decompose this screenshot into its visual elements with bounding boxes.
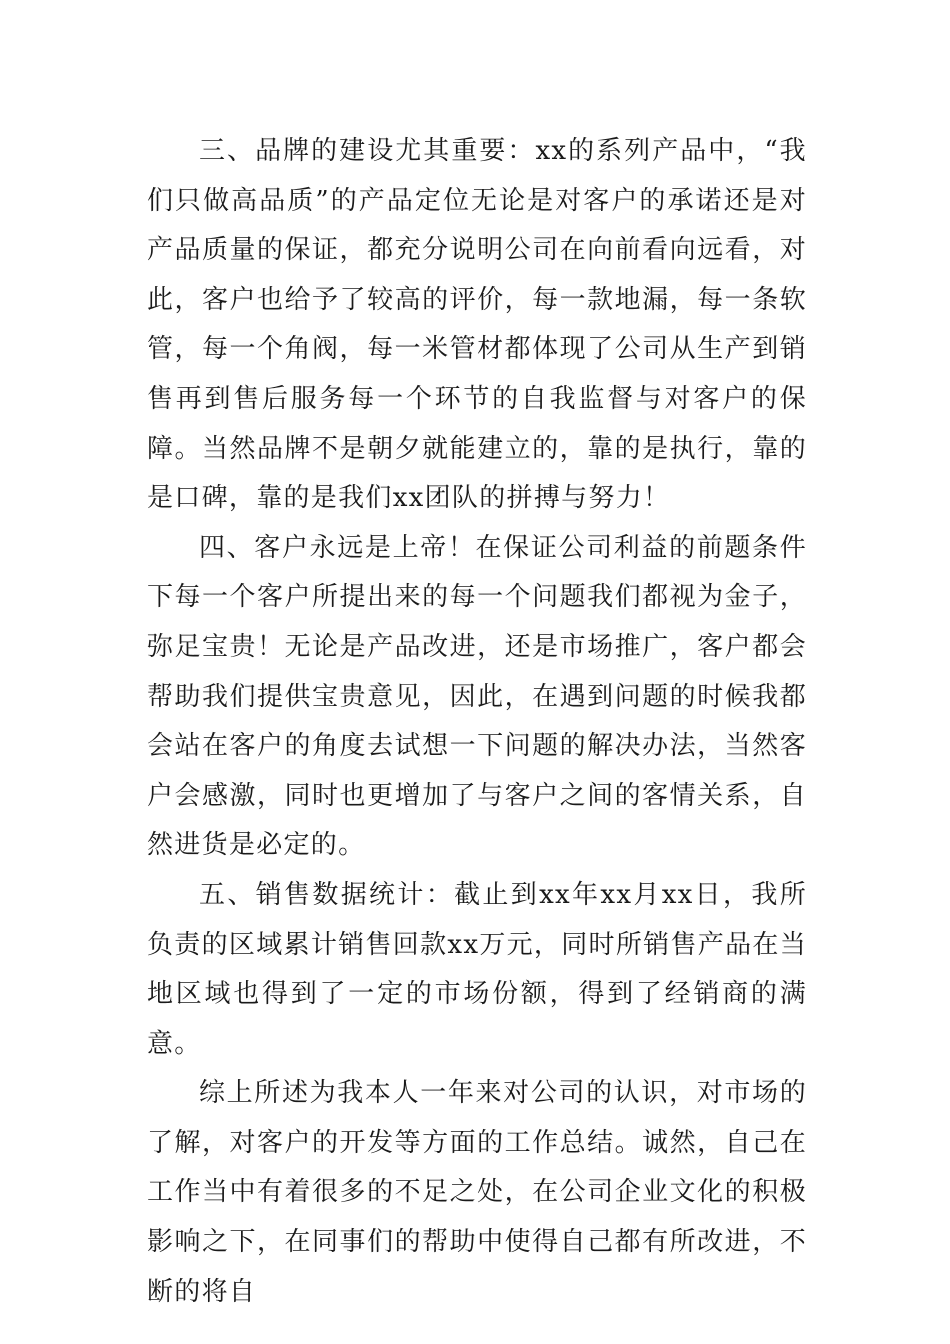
paragraph-brand: 三、品牌的建设尤其重要：xx的系列产品中，“我们只做高品质”的产品定位无论是对客户的承诺还是对产品质量的保证，都充分说明公司在向前看向远看，对此，客户也给予了较高的评价，每一款地漏，每一条软管，每一个角阀，每一米管材都体现了公司从生产到销售再到售后服务每一个环节的自我监督与对客户的保障。当然品牌不是朝夕就能建立的，靠的是执行，靠的是口碑，靠的是我们xx团队的拼搏与努力！ — [147, 136, 807, 514]
paragraph-customer: 四、客户永远是上帝！在保证公司利益的前题条件下每一个客户所提出来的每一个问题我们都视为金子，弥足宝贵！无论是产品改进，还是市场推广，客户都会帮助我们提供宝贵意见，因此，在遇到问题的时候我都会站在客户的角度去试想一下问题的解决办法，当然客户会感激，同时也更增加了与客户之间的客情关系，自然进货是必定的。 — [147, 532, 807, 861]
document-body — [147, 127, 807, 1317]
paragraph-summary: 综上所述为我本人一年来对公司的认识，对市场的了解，对客户的开发等方面的工作总结。诚然，自己在工作当中有着很多的不足之处，在公司企业文化的积极影响之下，在同事们的帮助中使得自己都有所改进，不断的将自 — [147, 1078, 807, 1307]
paragraph-sales-stats: 五、销售数据统计：截止到xx年xx月xx日，我所负责的区域累计销售回款xx万元，同时所销售产品在当地区域也得到了一定的市场份额，得到了经销商的满意。 — [147, 879, 807, 1059]
